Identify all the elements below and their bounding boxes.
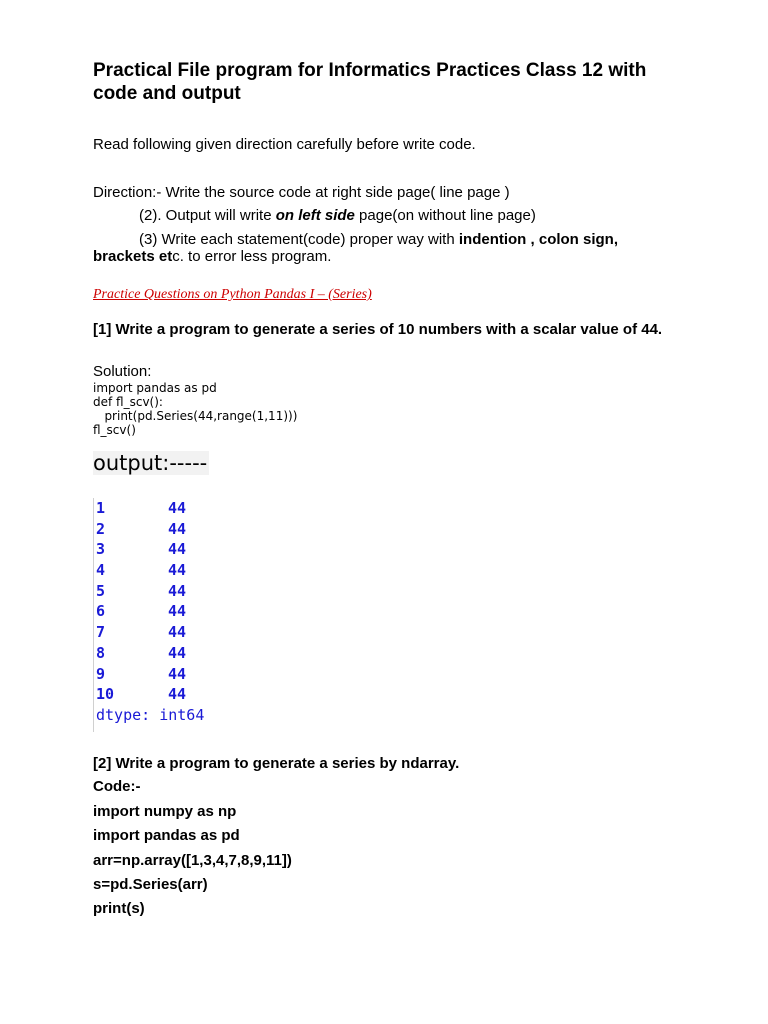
output-index: 8 [96, 643, 106, 662]
output-value: 44 [168, 561, 187, 580]
output-value: 44 [168, 602, 187, 621]
output-screenshot [93, 498, 244, 732]
output-index: 1 [96, 499, 106, 517]
section-link[interactable]: Practice Questions on Python Pandas I – (Series) [93, 287, 372, 302]
code-line: s=pd.Series(arr) [93, 876, 208, 893]
direction-line-3-pre: (3) Write each statement(code) proper way with [139, 231, 459, 248]
output-value: 44 [168, 664, 187, 683]
output-row [94, 601, 244, 622]
code-label: Code:- [93, 778, 141, 795]
output-index: 2 [96, 519, 106, 538]
output-index: 9 [96, 664, 106, 683]
code-line: fl_scv() [93, 423, 136, 437]
output-row [94, 560, 244, 581]
code-line: print(s) [93, 900, 145, 917]
output-value: 44 [168, 519, 187, 538]
direction-line-3-bold: indention , colon sign, [458, 231, 619, 248]
output-dtype: dtype: int64 [96, 705, 205, 724]
direction-line-3-post: c. to error less program. [172, 248, 332, 265]
output-value: 44 [168, 499, 187, 517]
question-1-code [93, 381, 297, 437]
output-row [94, 622, 244, 643]
code-line: import numpy as np [93, 803, 237, 820]
output-value: 44 [168, 643, 187, 662]
output-value: 44 [168, 581, 187, 600]
output-index: 6 [96, 602, 106, 621]
code-line: import pandas as pd [93, 381, 217, 395]
output-row [94, 519, 244, 540]
direction-line-2-post: page(on without line page) [354, 207, 536, 224]
direction-line-2 [93, 207, 536, 225]
output-row [94, 539, 244, 560]
output-index: 4 [96, 561, 106, 580]
output-value: 44 [168, 540, 187, 559]
question-1-heading: [1] Write a program to generate a series of 10 numbers with a scalar value of 44. [93, 321, 663, 338]
code-line: import pandas as pd [93, 827, 240, 844]
output-value: 44 [168, 685, 187, 704]
question-2-heading: [2] Write a program to generate a series by ndarray. [93, 755, 460, 772]
direction-line-3-bold2: brackets et [93, 248, 173, 265]
direction-line-2-emphasis: on left side [275, 207, 355, 224]
output-row [94, 664, 244, 685]
output-row [94, 581, 244, 602]
solution-label: Solution: [93, 363, 152, 380]
code-line: def fl_scv(): [93, 395, 163, 409]
output-row [94, 498, 244, 519]
output-row [94, 684, 244, 705]
output-index: 5 [96, 581, 106, 600]
direction-line-2-pre: (2). Output will write [139, 207, 276, 224]
direction-line-3-cont [93, 248, 331, 266]
code-line: print(pd.Series(44,range(1,11))) [93, 409, 298, 423]
output-label: output:----- [93, 451, 208, 475]
direction-line-3 [93, 231, 618, 249]
document-title: Practical File program for Informatics Practices Class 12 with code and output [93, 60, 647, 104]
output-index: 7 [96, 623, 106, 642]
output-index: 10 [96, 685, 115, 704]
direction-line-1: Direction:- Write the source code at right side page( line page ) [93, 184, 510, 201]
code-line: arr=np.array([1,3,4,7,8,9,11]) [93, 852, 292, 869]
intro-text: Read following given direction carefully before write code. [93, 136, 476, 153]
output-row [94, 643, 244, 664]
output-value: 44 [168, 623, 187, 642]
output-index: 3 [96, 540, 106, 559]
